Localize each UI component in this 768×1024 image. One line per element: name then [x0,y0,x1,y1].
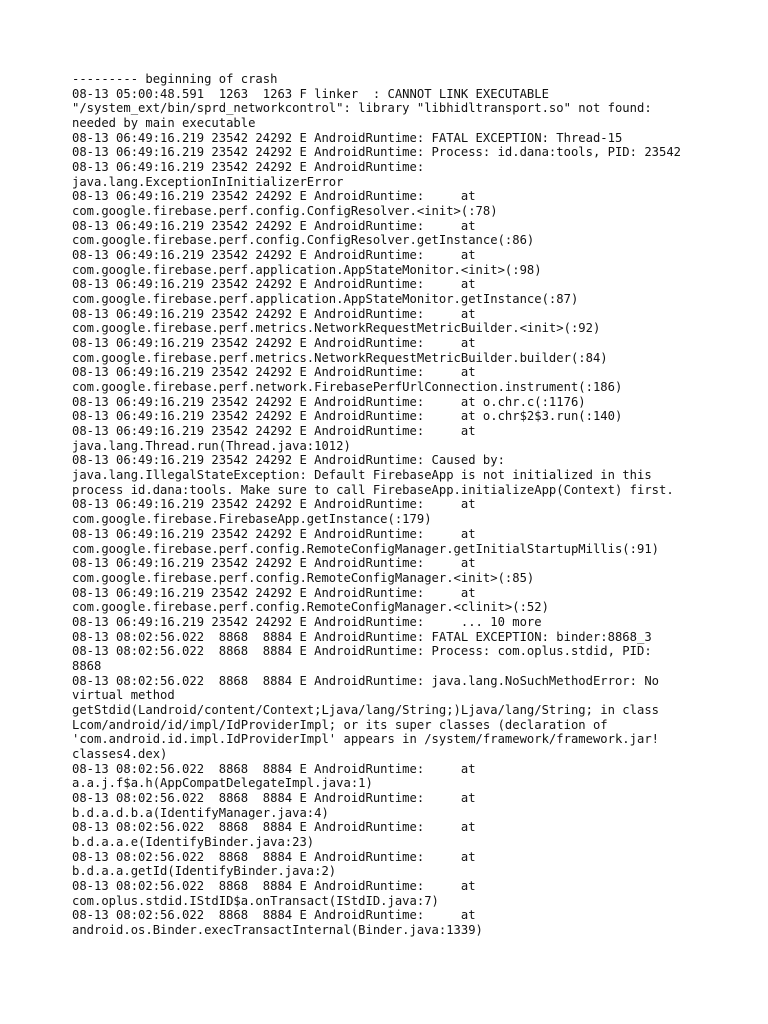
log-line: com.google.firebase.perf.application.AppStateMonitor.<init>(:98) [72,262,542,277]
log-line: 08-13 06:49:16.219 23542 24292 E AndroidRuntime: at [72,556,476,571]
log-line: 08-13 06:49:16.219 23542 24292 E AndroidRuntime: Process: id.dana:tools, PID: 23542 [72,145,682,160]
log-line: 08-13 08:02:56.022 8868 8884 E AndroidRuntime: at [72,820,476,835]
log-line: com.google.firebase.perf.config.ConfigResolver.getInstance(:86) [72,233,535,248]
log-line: 08-13 06:49:16.219 23542 24292 E AndroidRuntime: Caused by: [72,453,505,468]
log-line: 08-13 06:49:16.219 23542 24292 E AndroidRuntime: at [72,526,476,541]
log-line: getStdid(Landroid/content/Context;Ljava/lang/String;)Ljava/lang/String; in class [72,702,659,717]
log-line: 08-13 08:02:56.022 8868 8884 E AndroidRuntime: FATAL EXCEPTION: binder:8868_3 [72,629,652,644]
log-line: virtual method [72,688,175,703]
log-line: 08-13 08:02:56.022 8868 8884 E AndroidRuntime: at [72,878,476,893]
log-line: com.google.firebase.perf.config.RemoteConfigManager.getInitialStartupMillis(:91) [72,541,659,556]
log-line: com.google.firebase.perf.metrics.NetworkRequestMetricBuilder.builder(:84) [72,350,608,365]
log-line: 08-13 08:02:56.022 8868 8884 E AndroidRuntime: at [72,790,476,805]
log-line: com.google.firebase.perf.config.RemoteConfigManager.<init>(:85) [72,570,535,585]
log-line: java.lang.IllegalStateException: Default FirebaseApp is not initialized in this [72,468,652,483]
log-line: --------- beginning of crash [72,72,278,86]
log-line: 08-13 06:49:16.219 23542 24292 E AndroidRuntime: ... 10 more [72,614,542,629]
log-line: java.lang.ExceptionInInitializerError [72,174,344,189]
log-line: 08-13 06:49:16.219 23542 24292 E AndroidRuntime: at [72,497,476,512]
log-line: 08-13 06:49:16.219 23542 24292 E AndroidRuntime: FATAL EXCEPTION: Thread-15 [72,130,623,145]
log-line: 08-13 06:49:16.219 23542 24292 E AndroidRuntime: at [72,306,476,321]
log-line: 'com.android.id.impl.IdProviderImpl' appears in /system/framework/framework.jar! [72,732,659,747]
log-line: process id.dana:tools. Make sure to call FirebaseApp.initializeApp(Context) first. [72,482,674,497]
log-line: 08-13 06:49:16.219 23542 24292 E AndroidRuntime: at o.chr.c(:1176) [72,394,586,409]
log-line: a.a.j.f$a.h(AppCompatDelegateImpl.java:1) [72,776,373,791]
log-line: 08-13 06:49:16.219 23542 24292 E AndroidRuntime: at [72,277,476,292]
log-line: 08-13 06:49:16.219 23542 24292 E AndroidRuntime: at [72,189,476,204]
log-line: b.d.a.d.b.a(IdentifyManager.java:4) [72,805,329,820]
crash-log-text [72,72,712,938]
log-line: 8868 [72,658,102,673]
log-line: 08-13 06:49:16.219 23542 24292 E AndroidRuntime: at [72,218,476,233]
log-line: "/system_ext/bin/sprd_networkcontrol": library "libhidltransport.so" not found: [72,101,652,116]
log-line: Lcom/android/id/impl/IdProviderImpl; or its super classes (declaration of [72,717,608,732]
log-line: com.oplus.stdid.IStdID$a.onTransact(IStdID.java:7) [72,893,439,908]
log-line: com.google.firebase.perf.config.ConfigResolver.<init>(:78) [72,204,498,219]
log-line: 08-13 06:49:16.219 23542 24292 E AndroidRuntime: at [72,365,476,380]
log-line: com.google.firebase.perf.application.AppStateMonitor.getInstance(:87) [72,292,579,307]
log-line: 08-13 06:49:16.219 23542 24292 E AndroidRuntime: at [72,585,476,600]
log-line: 08-13 06:49:16.219 23542 24292 E AndroidRuntime: at [72,424,476,439]
log-line: android.os.Binder.execTransactInternal(Binder.java:1339) [72,922,483,937]
log-line: 08-13 08:02:56.022 8868 8884 E AndroidRuntime: at [72,849,476,864]
log-line: com.google.firebase.FirebaseApp.getInstance(:179) [72,512,432,527]
log-line: 08-13 06:49:16.219 23542 24292 E AndroidRuntime: [72,160,425,175]
log-line: 08-13 08:02:56.022 8868 8884 E AndroidRuntime: Process: com.oplus.stdid, PID: [72,644,652,659]
log-line: 08-13 06:49:16.219 23542 24292 E AndroidRuntime: at [72,336,476,351]
log-line: com.google.firebase.perf.config.RemoteConfigManager.<clinit>(:52) [72,600,549,615]
log-line: com.google.firebase.perf.metrics.NetworkRequestMetricBuilder.<init>(:92) [72,321,601,336]
log-line: 08-13 08:02:56.022 8868 8884 E AndroidRuntime: at [72,908,476,923]
log-line: classes4.dex) [72,746,168,761]
log-line: com.google.firebase.perf.network.FirebasePerfUrlConnection.instrument(:186) [72,380,623,395]
log-line: b.d.a.a.e(IdentifyBinder.java:23) [72,834,315,849]
log-line: 08-13 05:00:48.591 1263 1263 F linker : CANNOT LINK EXECUTABLE [72,86,549,101]
log-line: 08-13 08:02:56.022 8868 8884 E AndroidRuntime: at [72,761,476,776]
log-line: b.d.a.a.getId(IdentifyBinder.java:2) [72,864,337,879]
log-line: needed by main executable [72,116,256,131]
log-line: java.lang.Thread.run(Thread.java:1012) [72,438,351,453]
log-line: 08-13 06:49:16.219 23542 24292 E AndroidRuntime: at [72,248,476,263]
log-line: 08-13 08:02:56.022 8868 8884 E AndroidRuntime: java.lang.NoSuchMethodError: No [72,673,659,688]
log-line: 08-13 06:49:16.219 23542 24292 E AndroidRuntime: at o.chr$2$3.run(:140) [72,409,623,424]
